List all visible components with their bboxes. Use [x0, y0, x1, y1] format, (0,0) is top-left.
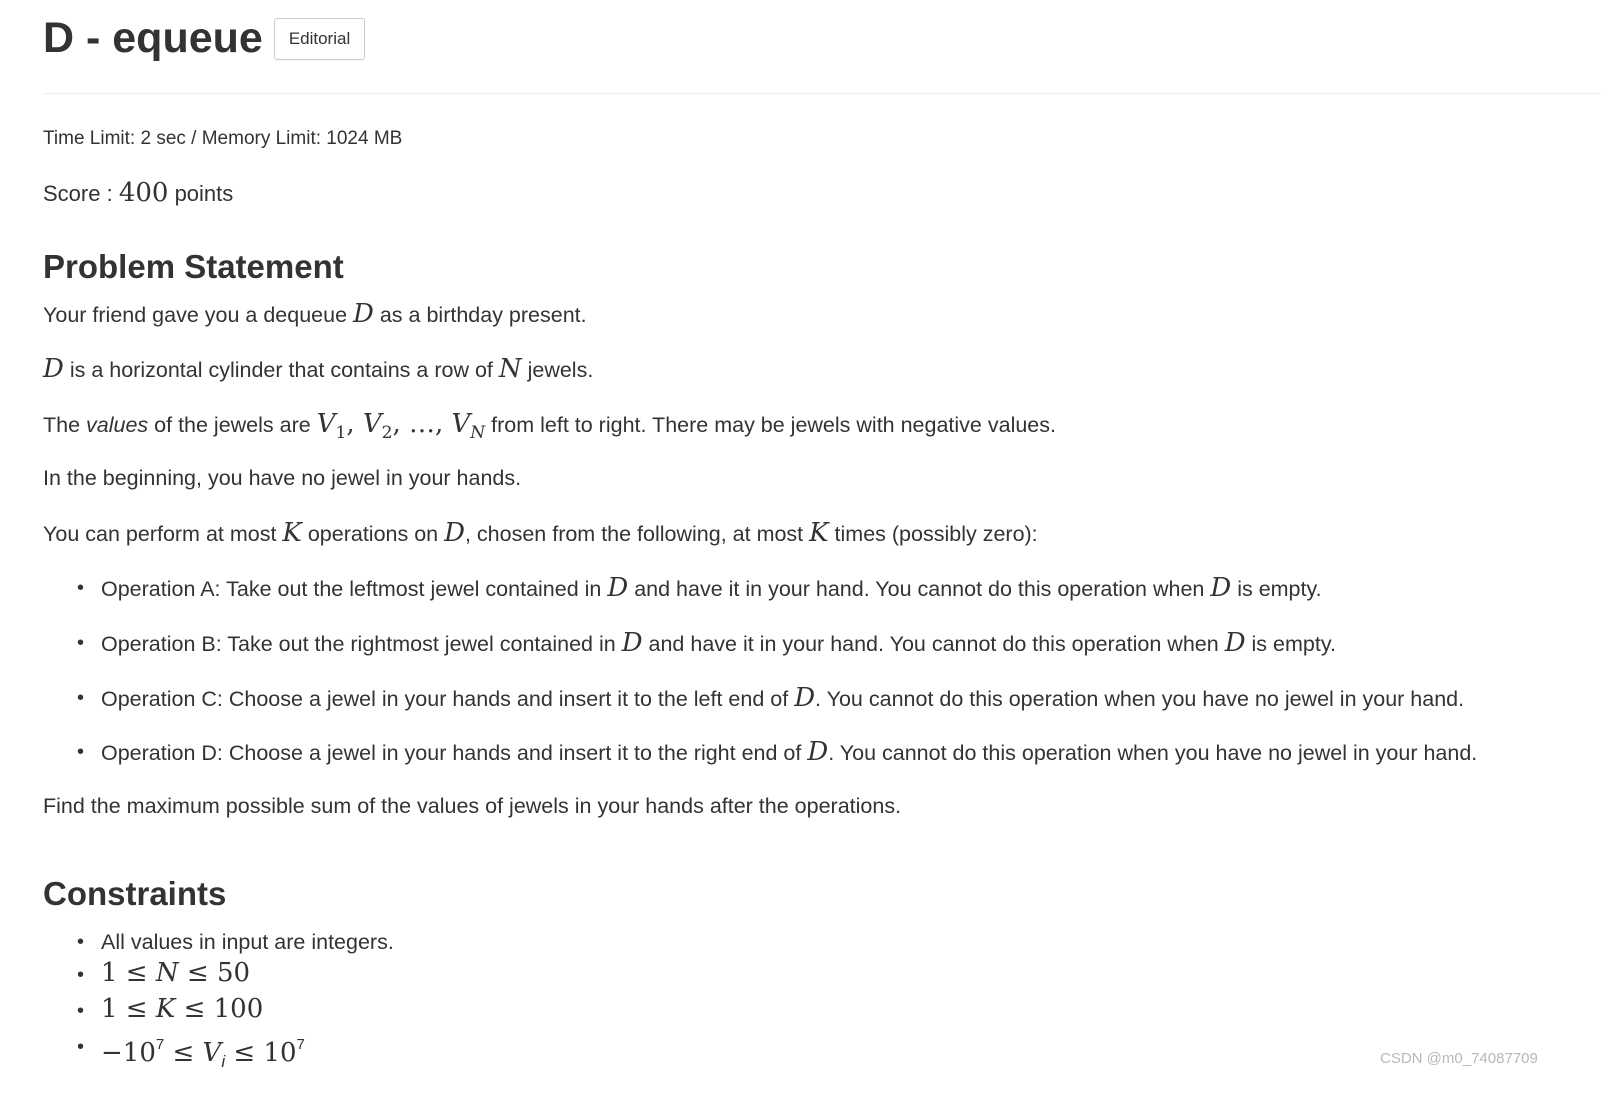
math-dots: , …, [392, 409, 452, 439]
time-memory-limit: Time Limit: 2 sec / Memory Limit: 1024 MB [43, 128, 403, 149]
list-bullet: • [77, 1000, 85, 1022]
text: Operation C: Choose a jewel in your hands and insert it to the left end of [101, 687, 795, 711]
text: is a horizontal cylinder that contains a row of [63, 358, 499, 382]
math-var: V [202, 1038, 222, 1068]
text: and have it in your hand. You cannot do this operation when [628, 577, 1211, 601]
score-suffix: points [168, 181, 234, 206]
math-var: V [316, 409, 336, 439]
text: Operation A: Take out the leftmost jewel contained in [101, 577, 608, 601]
text: . You cannot do this operation when you have no jewel in your hand. [828, 741, 1478, 765]
text: You can perform at most [43, 522, 283, 546]
constraint-k [101, 994, 263, 1025]
math-var: D [794, 683, 816, 713]
text: and have it in your hand. You cannot do this operation when [642, 632, 1225, 656]
title-row [43, 8, 365, 68]
math-var: V [362, 409, 382, 439]
math-sub: 1 [335, 423, 347, 443]
text: from left to right. There may be jewels with negative values. [485, 413, 1056, 437]
math-var: D [1224, 628, 1246, 658]
text: is empty. [1245, 632, 1336, 656]
score-line [43, 178, 233, 208]
statement-paragraph-5 [43, 518, 1038, 549]
emphasis-values: values [86, 413, 149, 437]
list-bullet: • [77, 931, 85, 953]
list-bullet: • [77, 632, 85, 654]
constraint-n [101, 958, 250, 989]
operation-d [101, 737, 1477, 768]
math-op: ≤ [164, 1038, 203, 1068]
statement-paragraph-3 [43, 409, 1056, 448]
list-bullet: • [77, 577, 85, 599]
constraint-v [101, 1030, 305, 1077]
math-sub: i [221, 1052, 226, 1071]
math-var: N [498, 354, 522, 384]
math-num: −10 [101, 1038, 156, 1068]
statement-paragraph-4: In the beginning, you have no jewel in your hands. [43, 466, 522, 490]
text: operations on [301, 522, 445, 546]
text: jewels. [521, 358, 594, 382]
math-var: D [807, 737, 829, 767]
math-var: D [1210, 573, 1232, 603]
title-divider [43, 93, 1601, 94]
math-op: ≤ [117, 994, 156, 1024]
csdn-watermark: CSDN @m0_74087709 [1380, 1050, 1538, 1067]
list-bullet: • [77, 741, 85, 763]
math-var: K [155, 994, 176, 1024]
statement-paragraph-2 [43, 354, 593, 385]
math-num: 1 [101, 958, 118, 988]
math-comma: , [346, 409, 363, 439]
math-sub: N [470, 423, 486, 443]
operation-c [101, 683, 1464, 714]
text: The [43, 413, 87, 437]
math-var: N [155, 958, 179, 988]
math-var: K [809, 518, 829, 548]
math-num: 100 [213, 994, 264, 1024]
math-var: D [43, 354, 64, 384]
text: Operation B: Take out the rightmost jewel contained in [101, 632, 622, 656]
constraints-heading: Constraints [43, 875, 227, 912]
math-num: 50 [216, 958, 251, 988]
text: , chosen from the following, at most [464, 522, 810, 546]
text: times (possibly zero): [828, 522, 1038, 546]
math-sequence [316, 409, 486, 443]
math-sub: 2 [381, 423, 393, 443]
math-var: D [444, 518, 465, 548]
math-op: ≤ [117, 958, 156, 988]
text: . You cannot do this operation when you have no jewel in your hand. [815, 687, 1465, 711]
text: Your friend gave you a dequeue [43, 303, 354, 327]
math-exp: 7 [296, 1036, 305, 1053]
math-op: ≤ [175, 994, 214, 1024]
text: of the jewels are [148, 413, 317, 437]
math-var: V [451, 409, 471, 439]
score-value: 400 [118, 178, 169, 208]
list-bullet: • [77, 687, 85, 709]
operation-a [101, 573, 1322, 604]
math-var: K [282, 518, 302, 548]
math-op: ≤ [178, 958, 217, 988]
score-prefix: Score : [43, 181, 119, 206]
problem-statement-heading: Problem Statement [43, 248, 344, 285]
math-num: 1 [101, 994, 118, 1024]
text: as a birthday present. [373, 303, 587, 327]
math-var: D [621, 628, 643, 658]
constraint-integers: All values in input are integers. [101, 930, 394, 954]
statement-paragraph-6: Find the maximum possible sum of the values of jewels in your hands after the operations. [43, 794, 902, 818]
math-var: D [607, 573, 629, 603]
list-bullet: • [77, 1036, 85, 1058]
list-bullet: • [77, 964, 85, 986]
math-op: ≤ [225, 1038, 264, 1068]
math-num: 10 [263, 1038, 297, 1068]
text: Operation D: Choose a jewel in your hands and insert it to the right end of [101, 741, 808, 765]
operation-b [101, 628, 1336, 659]
math-exp: 7 [155, 1036, 165, 1053]
editorial-button[interactable]: Editorial [274, 18, 365, 60]
problem-title: D - equeue [43, 13, 263, 62]
text: is empty. [1231, 577, 1322, 601]
statement-paragraph-1 [43, 299, 587, 330]
math-var: D [353, 299, 374, 329]
